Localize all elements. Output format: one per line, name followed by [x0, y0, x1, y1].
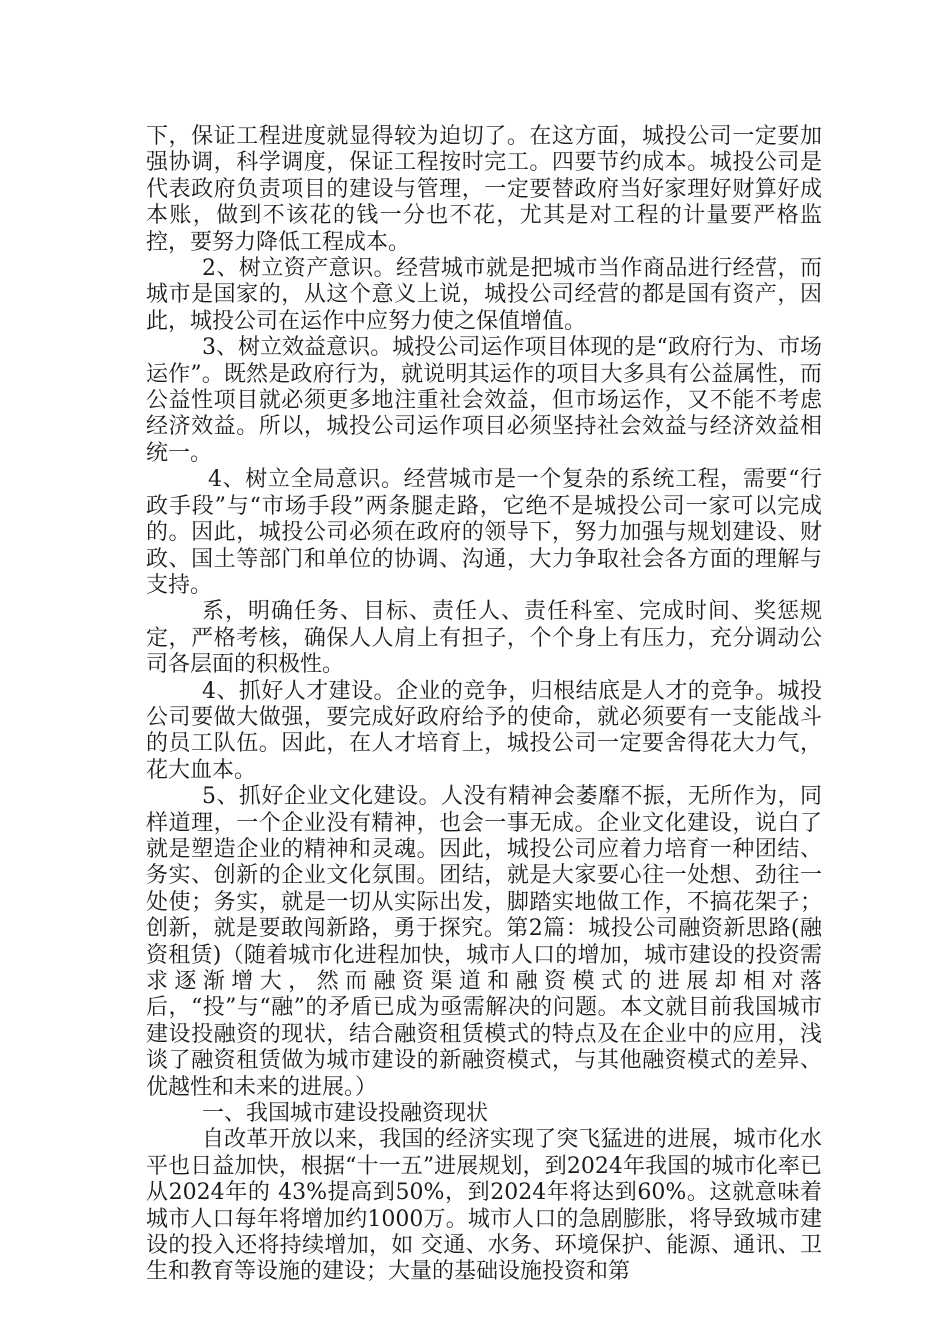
paragraph-benefit-awareness: 3、树立效益意识。城投公司运作项目体现的是“政府行为、市场运作”。既然是政府行为，就说明其运作的项目大多具有公益属性，而公益性项目就必须更多地注重社会效益，但市场运作，又不能不考虑经济效益。所以，城投公司运作项目必须坚持社会效益与经济效益相统一。	[146, 335, 822, 466]
paragraph-urbanization: 自改革开放以来，我国的经济实现了突飞猛进的进展，城市化水平也日益加快，根据“十一五”进展规划，到2024年我国的城市化率已从2024年的 43%提高到50%，到2024年将达到60%。这就意味着城市人口每年将增加约1000万。城市人口的急剧膨胀，将导致城市建设的投入还将持续增加，如 交通、水务、环境保护、能源、通讯、卫生和教育等设施的建设；大量的基础设施投资和第	[146, 1127, 822, 1285]
paragraph-talent-building: 4、抓好人才建设。企业的竞争，归根结底是人才的竞争。城投公司要做大做强，要完成好政府给予的使命，就必须要有一支能战斗的员工队伍。因此，在人才培育上，城投公司一定要舍得花大力气，花大血本。	[146, 678, 822, 783]
section-heading-investment-status: 一、我国城市建设投融资现状	[202, 1101, 489, 1127]
document-body	[146, 124, 822, 1286]
paragraph-cost-control: 下，保证工程进度就显得较为迫切了。在这方面，城投公司一定要加强协调，科学调度，保证工程按时完工。四要节约成本。城投公司是代表政府负责项目的建设与管理，一定要替政府当好家理好财算好成本账，做到不该花的钱一分也不花，尤其是对工程的计量要严格监控，要努力降低工程成本。	[146, 124, 822, 255]
paragraph-overall-awareness: 4、树立全局意识。经营城市是一个复杂的系统工程，需要“行政手段”与“市场手段”两条腿走路，它绝不是城投公司一家可以完成的。因此，城投公司必须在政府的领导下，努力加强与规划建设、财政、国土等部门和单位的协调、沟通，大力争取社会各方面的理解与支持。	[146, 467, 822, 598]
paragraph-asset-awareness: 2、树立资产意识。经营城市就是把城市当作商品进行经营，而城市是国家的，从这个意义上说，城投公司经营的都是国有资产，因此，城投公司在运作中应努力使之保值增值。	[146, 256, 822, 334]
paragraph-corporate-culture: 5、抓好企业文化建设。人没有精神会萎靡不振，无所作为，同样道理，一个企业没有精神，也会一事无成。企业文化建设，说白了就是塑造企业的精神和灵魂。因此，城投公司应着力培育一种团结、务实、创新的企业文化氛围。团结，就是大家要心往一处想、劲往一处使；务实，就是一切从实际出发，脚踏实地做工作，不搞花架子；创新，就是要敢闯新路，勇于探究。第2篇：城投公司融资新思路(融资租赁)（随着城市化进程加快，城市人口的增加，城市建设的投资需求逐渐增大，然而融资渠道和融资模式的进展却相对落后，“投”与“融”的矛盾已成为亟需解决的问题。本文就目前我国城市建设投融资的现状，结合融资租赁模式的特点及在企业中的应用，浅谈了融资租赁做为城市建设的新融资模式，与其他融资模式的差异、优越性和未来的进展。）	[146, 784, 822, 1100]
paragraph-assessment: 系，明确任务、目标、责任人、责任科室、完成时间、奖惩规定，严格考核，确保人人肩上有担子，个个身上有压力，充分调动公司各层面的积极性。	[146, 599, 822, 678]
